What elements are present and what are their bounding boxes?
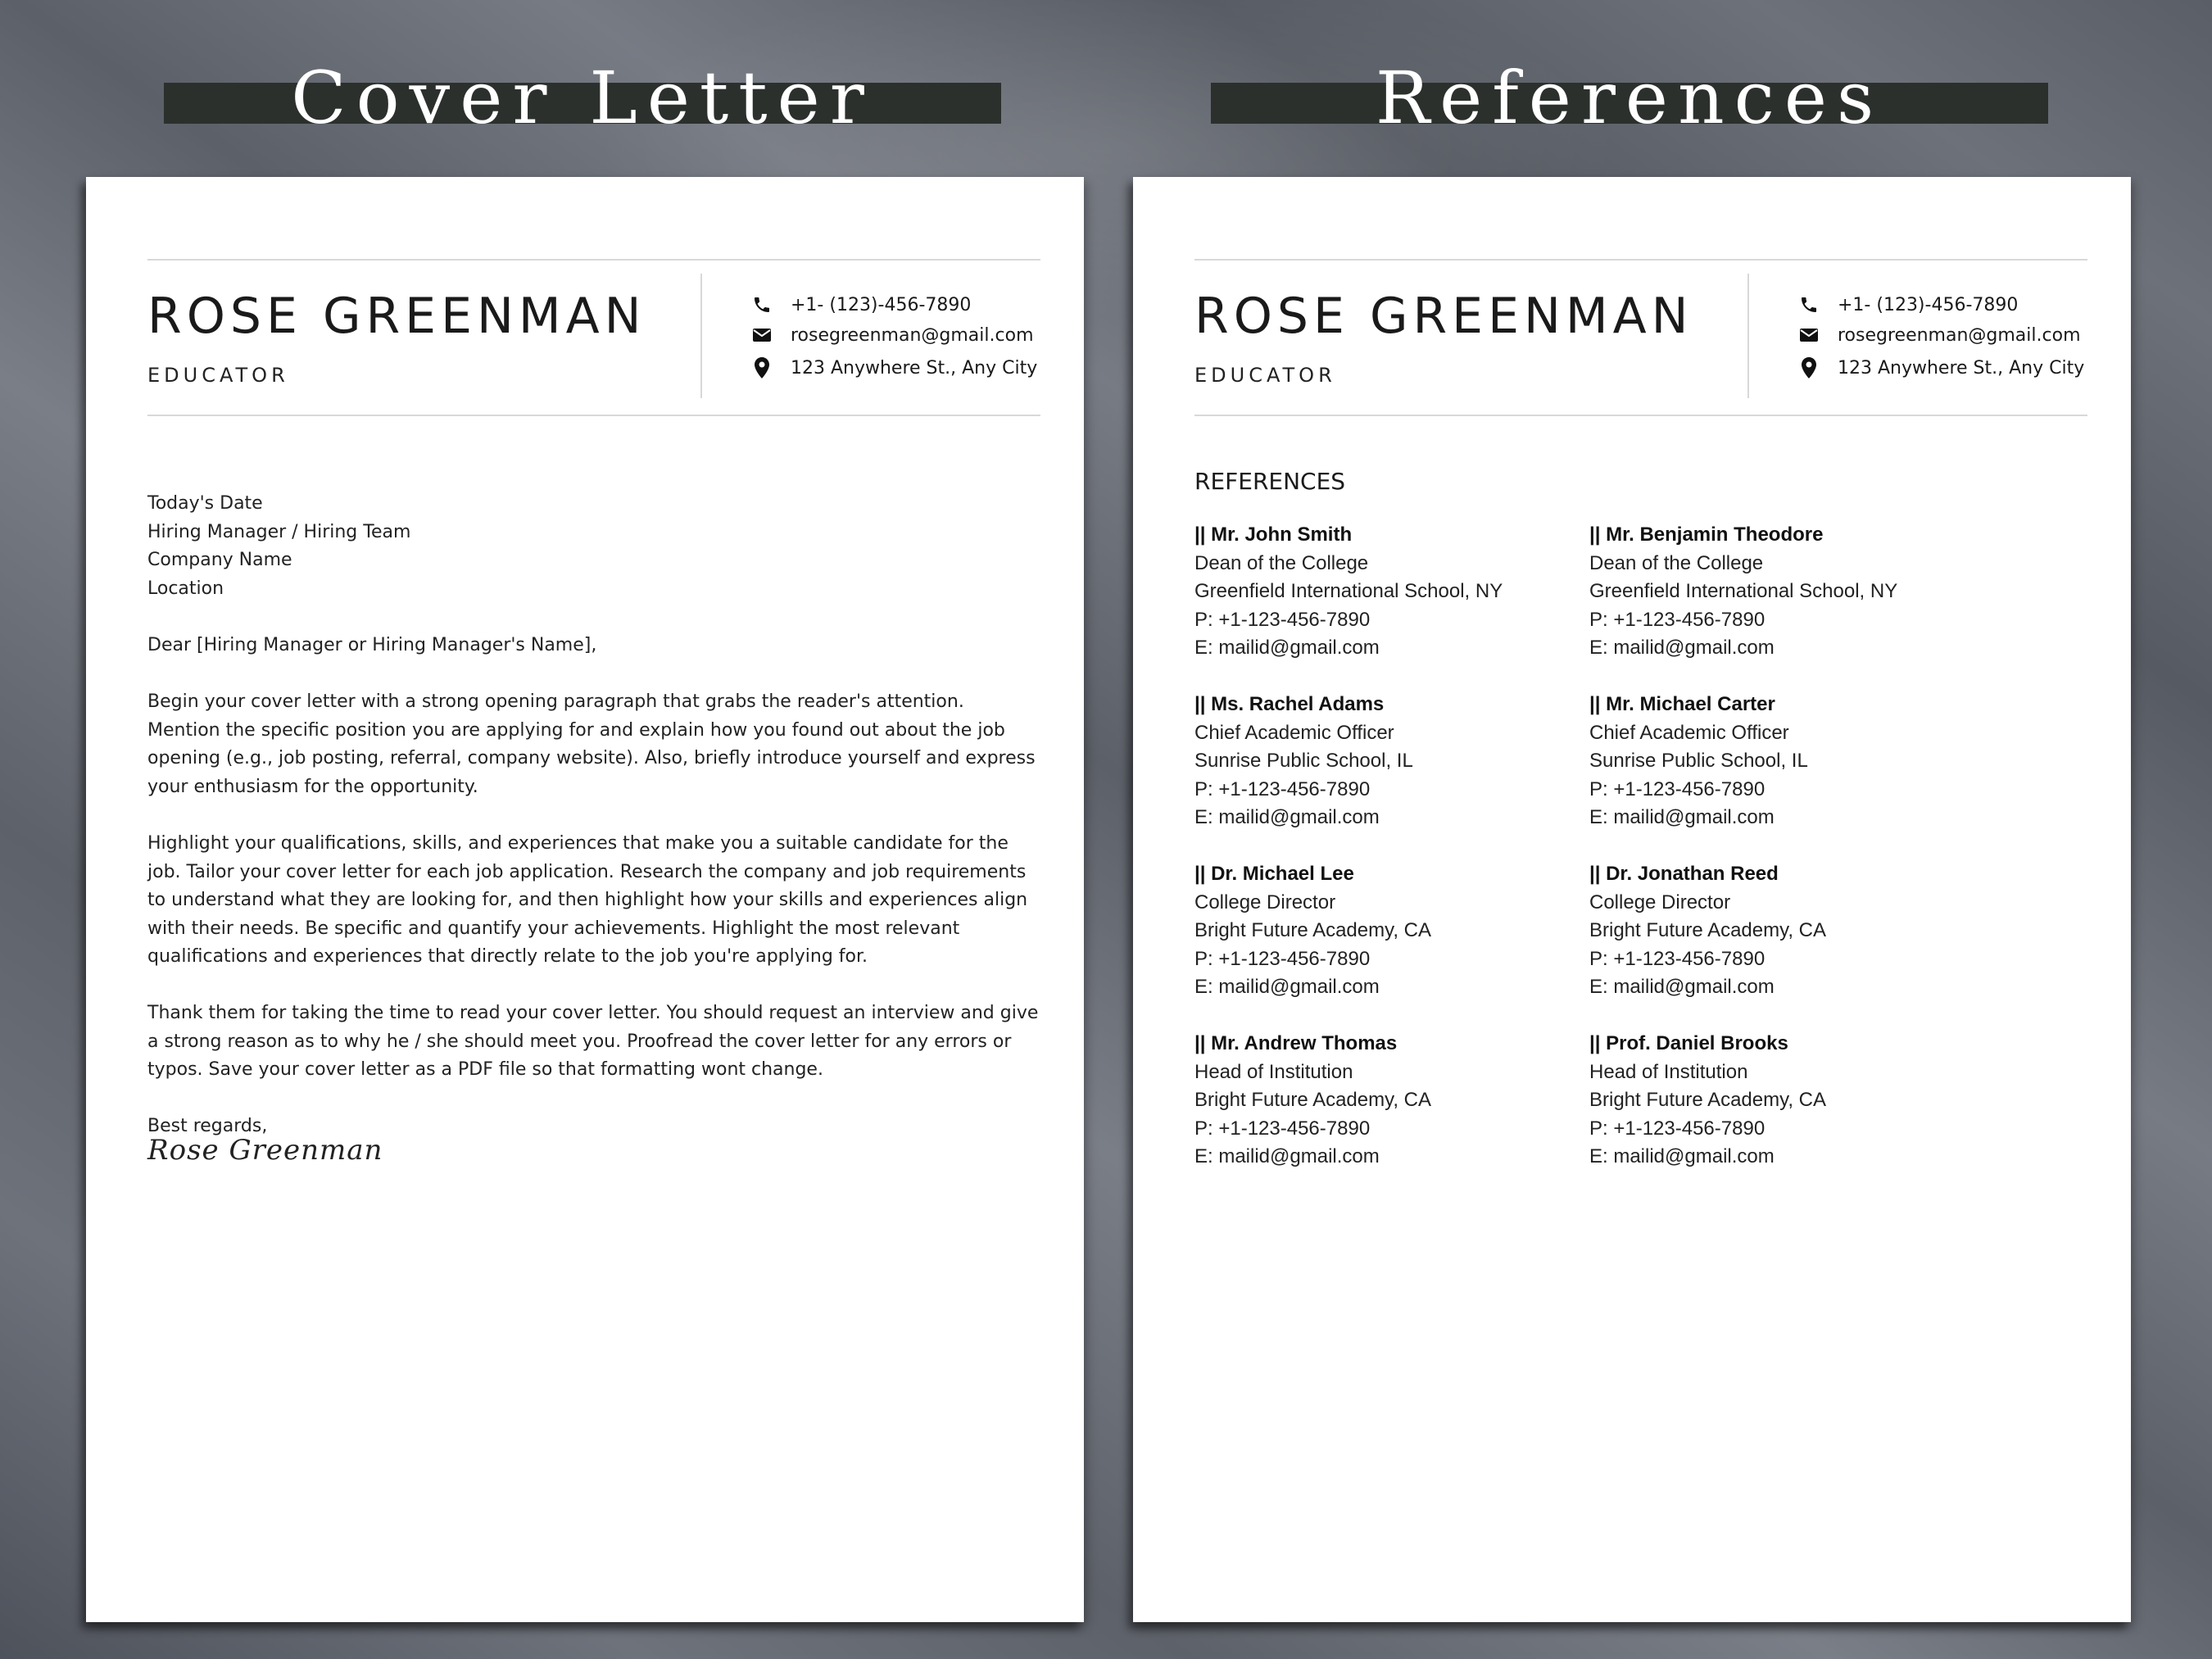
reference-title: Dean of the College: [1194, 551, 1369, 574]
reference-name: || Dr. Michael Lee: [1194, 863, 1354, 885]
reference-email: E: mailid@gmail.com: [1194, 976, 1380, 999]
contact-email: [1797, 320, 2081, 350]
header-top-rule: [1194, 259, 2087, 261]
contact-phone: [1797, 290, 2018, 320]
reference-entry: [1194, 860, 1588, 1002]
letter-addressee-block: [147, 490, 1040, 603]
location-pin-icon: [750, 356, 774, 380]
reference-email: E: mailid@gmail.com: [1589, 1145, 1775, 1168]
letter-paragraph: Thank them for taking the time to read your cover letter. You should request an interview and give a strong reason as to why he / she should meet you. Proofread the cover letter for any errors or typos. Save your cover letter as a PDF file so that formatting wont change.: [147, 1003, 1039, 1081]
header-divider: [700, 274, 702, 398]
email-icon: [750, 323, 774, 347]
phone-icon: [1797, 292, 1821, 317]
reference-name: || Prof. Daniel Brooks: [1589, 1032, 1788, 1054]
reference-entry: [1194, 691, 1588, 832]
reference-entry: [1194, 1030, 1588, 1172]
contact-address: [750, 353, 1037, 383]
contact-address-text: 123 Anywhere St., Any City: [791, 357, 1038, 378]
applicant-name: ROSE GREENMAN: [147, 288, 646, 345]
reference-phone: P: +1-123-456-7890: [1589, 947, 1766, 970]
applicant-role: EDUCATOR: [147, 364, 289, 387]
letter-closing: Best regards,: [147, 1116, 268, 1136]
letter-location: Location: [147, 578, 224, 599]
reference-entry: [1589, 691, 1983, 832]
references-page: [1133, 177, 2131, 1622]
cover-letter-title: Cover Letter: [291, 56, 874, 140]
reference-phone: P: +1-123-456-7890: [1194, 777, 1371, 800]
reference-name: || Mr. John Smith: [1194, 524, 1353, 546]
letter-company: Company Name: [147, 550, 292, 571]
cover-letter-page: [86, 177, 1084, 1622]
reference-title: Head of Institution: [1589, 1060, 1748, 1083]
reference-email: E: mailid@gmail.com: [1589, 806, 1775, 829]
reference-org: Greenfield International School, NY: [1194, 580, 1503, 603]
reference-email: E: mailid@gmail.com: [1194, 637, 1380, 660]
reference-org: Bright Future Academy, CA: [1589, 919, 1827, 942]
location-pin-icon: [1797, 356, 1821, 380]
contact-address: [1797, 353, 2084, 383]
header-bottom-rule: [147, 415, 1040, 416]
reference-entry: [1589, 860, 1983, 1002]
applicant-name: ROSE GREENMAN: [1194, 288, 1693, 345]
reference-title: Head of Institution: [1194, 1060, 1353, 1083]
letter-paragraph: Highlight your qualifications, skills, and experiences that make you a suitable candidate for the job. Tailor your cover letter for each job application. Research the company and job requirements to understand what they are looking for, and then highlight how your skills and experiences align with their needs. Be specific and quantify your achievements. Highlight the most relevant qualifications and experiences that directly relate to the job you're applying for.: [147, 833, 1028, 968]
contact-phone: [750, 290, 971, 320]
reference-org: Bright Future Academy, CA: [1194, 1089, 1432, 1112]
reference-phone: P: +1-123-456-7890: [1194, 1117, 1371, 1140]
letter-recipient: Hiring Manager / Hiring Team: [147, 521, 411, 542]
reference-title: College Director: [1589, 891, 1731, 913]
reference-name: || Ms. Rachel Adams: [1194, 693, 1385, 715]
references-heading: REFERENCES: [1194, 468, 1346, 495]
contact-email-text: rosegreenman@gmail.com: [791, 324, 1034, 346]
header-bottom-rule: [1194, 415, 2087, 416]
reference-name: || Mr. Benjamin Theodore: [1589, 524, 1824, 546]
reference-phone: P: +1-123-456-7890: [1589, 777, 1766, 800]
reference-phone: P: +1-123-456-7890: [1589, 608, 1766, 631]
reference-email: E: mailid@gmail.com: [1589, 976, 1775, 999]
reference-entry: [1194, 521, 1588, 663]
letter-date: Today's Date: [147, 493, 263, 514]
header-top-rule: [147, 259, 1040, 261]
reference-name: || Dr. Jonathan Reed: [1589, 863, 1779, 885]
contact-phone-text: +1- (123)-456-7890: [1838, 294, 2019, 315]
reference-phone: P: +1-123-456-7890: [1589, 1117, 1766, 1140]
reference-title: Chief Academic Officer: [1589, 721, 1789, 744]
contact-email-text: rosegreenman@gmail.com: [1838, 324, 2081, 346]
references-title: References: [1375, 56, 1884, 140]
reference-name: || Mr. Michael Carter: [1589, 693, 1775, 715]
contact-address-text: 123 Anywhere St., Any City: [1838, 357, 2085, 378]
reference-entry: [1589, 1030, 1983, 1172]
letter-paragraph: Begin your cover letter with a strong opening paragraph that grabs the reader's attention. Mention the specific position you are applying for and explain how you found out about the job opening (e.g., job posting, referral, company website). Also, briefly introduce yourself and express your enthusiasm for the opportunity.: [147, 691, 1036, 797]
reference-email: E: mailid@gmail.com: [1194, 806, 1380, 829]
reference-phone: P: +1-123-456-7890: [1194, 608, 1371, 631]
phone-icon: [750, 292, 774, 317]
reference-entry: [1589, 521, 1983, 663]
applicant-role: EDUCATOR: [1194, 364, 1336, 387]
reference-email: E: mailid@gmail.com: [1194, 1145, 1380, 1168]
reference-title: College Director: [1194, 891, 1336, 913]
header-divider: [1747, 274, 1749, 398]
contact-phone-text: +1- (123)-456-7890: [791, 294, 972, 315]
letter-salutation: Dear [Hiring Manager or Hiring Manager's Name],: [147, 635, 597, 655]
reference-org: Bright Future Academy, CA: [1589, 1089, 1827, 1112]
reference-title: Chief Academic Officer: [1194, 721, 1394, 744]
reference-title: Dean of the College: [1589, 551, 1764, 574]
contact-email: [750, 320, 1034, 350]
reference-org: Sunrise Public School, IL: [1589, 750, 1808, 773]
reference-org: Bright Future Academy, CA: [1194, 919, 1432, 942]
reference-name: || Mr. Andrew Thomas: [1194, 1032, 1398, 1054]
signature: Rose Greenman: [147, 1134, 383, 1167]
reference-email: E: mailid@gmail.com: [1589, 637, 1775, 660]
reference-phone: P: +1-123-456-7890: [1194, 947, 1371, 970]
email-icon: [1797, 323, 1821, 347]
reference-org: Greenfield International School, NY: [1589, 580, 1898, 603]
reference-org: Sunrise Public School, IL: [1194, 750, 1413, 773]
